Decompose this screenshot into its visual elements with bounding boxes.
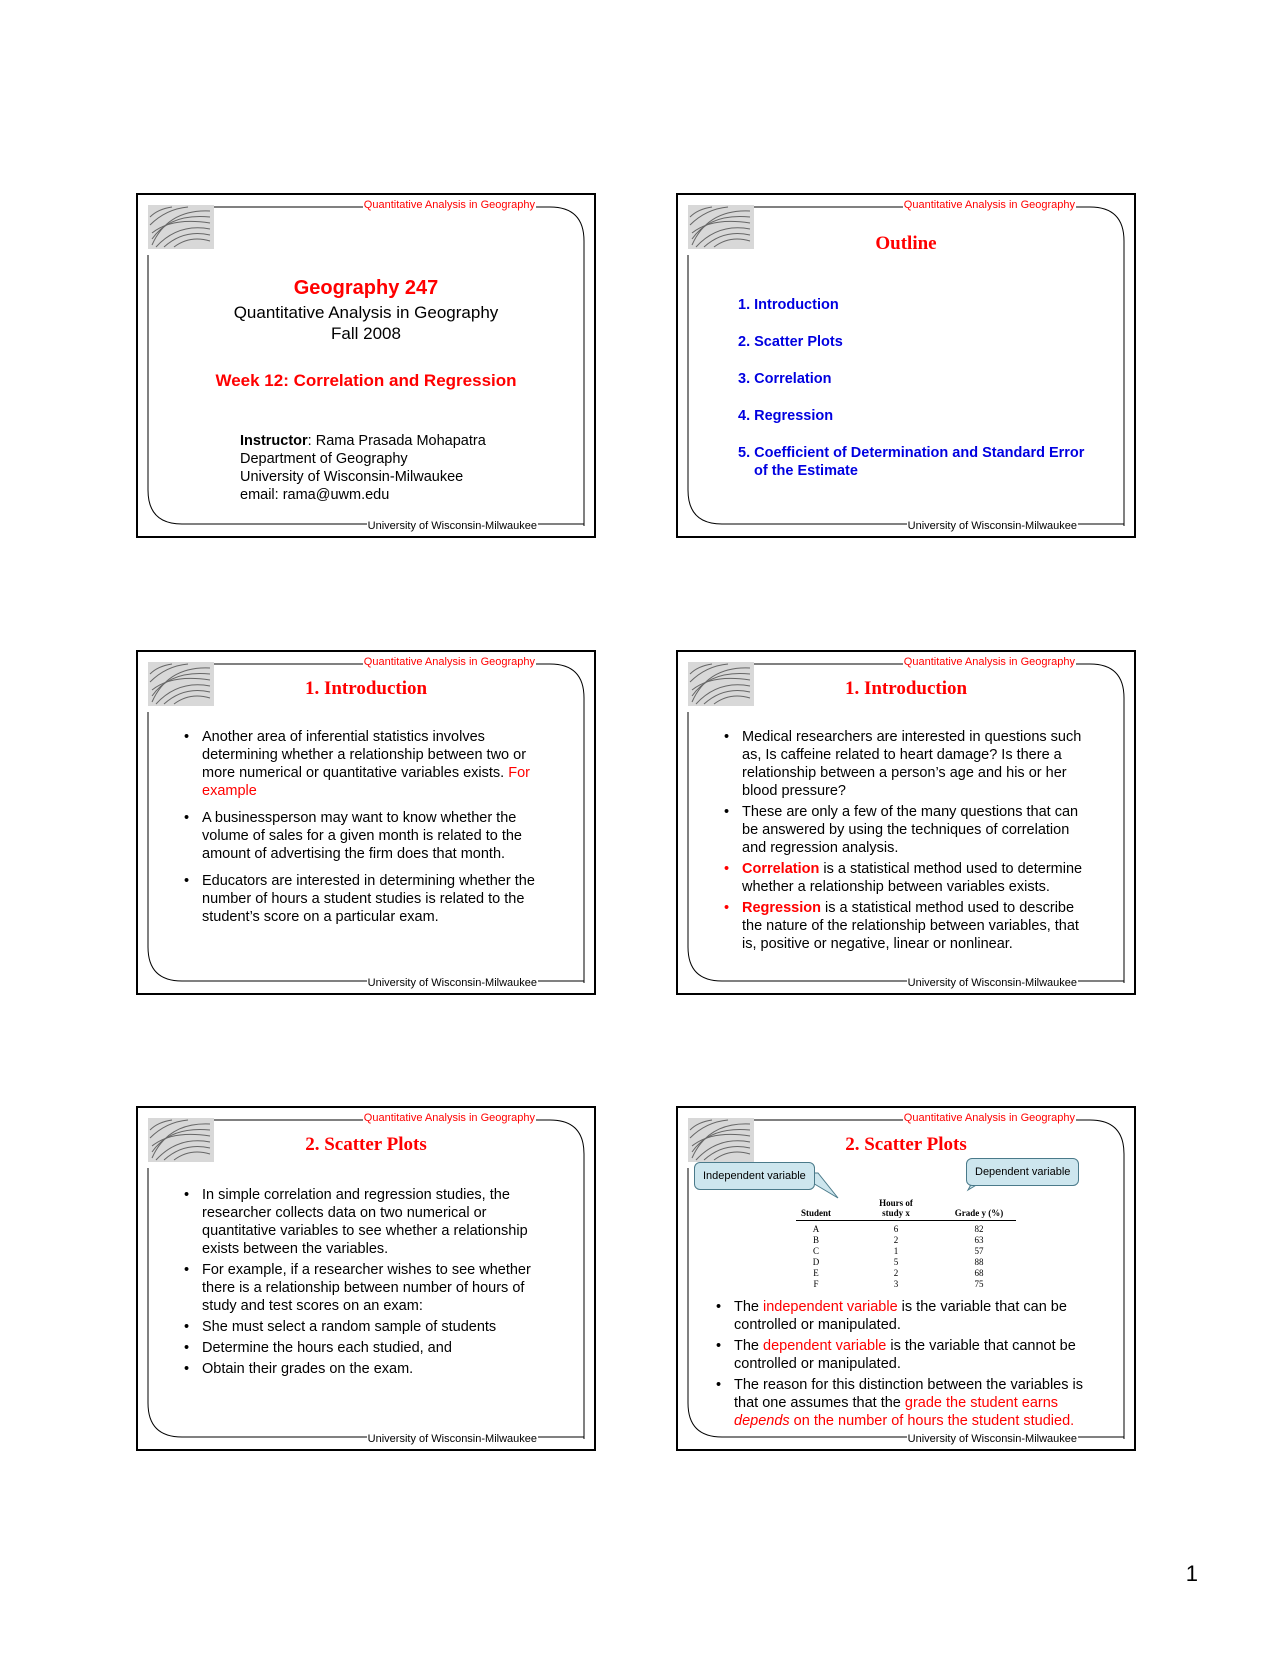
fingerprint-logo-icon bbox=[148, 205, 214, 249]
bullet-list bbox=[182, 728, 542, 930]
bullet-item: • The reason for this distinction between the variables is that one assumes that the grade the student earns depends on the number of hours the student studied. bbox=[716, 1377, 1083, 1429]
callout-dependent-variable: Dependent variable bbox=[966, 1158, 1079, 1186]
slide-header: Quantitative Analysis in Geography bbox=[363, 1112, 535, 1124]
slide-introduction-1 bbox=[136, 650, 596, 995]
bullet-item: • Correlation is a statistical method used to determine whether a relationship between variables exists. bbox=[724, 861, 1083, 895]
table-cell: 68 bbox=[974, 1268, 984, 1278]
bullet-item: • For example, if a researcher wishes to see whether there is a relationship between number of hours of study and test scores on an exam: bbox=[184, 1262, 531, 1314]
table-cell: 2 bbox=[893, 1235, 899, 1245]
table-header-student: Student bbox=[800, 1208, 831, 1218]
table-cell: 63 bbox=[974, 1235, 984, 1245]
table-cell: 5 bbox=[893, 1257, 899, 1267]
term-correlation: Correlation bbox=[742, 861, 820, 877]
outline-item: 4. Regression bbox=[738, 408, 834, 424]
table-header-grade: Grade y (%) bbox=[954, 1208, 1004, 1218]
emphasis-depends: depends bbox=[734, 1413, 790, 1429]
table-header-study-x: study x bbox=[882, 1208, 910, 1218]
table-cell: D bbox=[812, 1257, 820, 1267]
course-term: Fall 2008 bbox=[331, 324, 401, 343]
slide-footer: University of Wisconsin-Milwaukee bbox=[367, 977, 537, 989]
slide-title: 2. Scatter Plots bbox=[305, 1134, 427, 1155]
outline-item-continued: of the Estimate bbox=[754, 463, 858, 479]
table-cell: 88 bbox=[974, 1257, 984, 1267]
table-cell: E bbox=[813, 1268, 819, 1278]
bullet-list bbox=[722, 728, 1092, 957]
bullet-item: • The dependent variable is the variable that cannot be controlled or manipulated. bbox=[716, 1338, 1076, 1372]
instructor-label: Instructor bbox=[240, 433, 308, 449]
term-regression: Regression bbox=[742, 900, 821, 916]
bullet-item: • Regression is a statistical method used to describe the nature of the relationship between variables, that is, positive or negative, linear or nonlinear. bbox=[724, 900, 1079, 952]
table-rule bbox=[796, 1220, 1016, 1221]
bullet-item: • These are only a few of the many questions that can be answered by using the techniques of correlation and regression analysis. bbox=[724, 804, 1079, 856]
highlight-text: For example bbox=[202, 765, 530, 799]
slide-footer: University of Wisconsin-Milwaukee bbox=[907, 520, 1077, 532]
outline-list bbox=[738, 296, 1084, 499]
bullet-item: • The independent variable is the variable that can be controlled or manipulated. bbox=[716, 1299, 1067, 1333]
bullet-item: • In simple correlation and regression studies, the researcher collects data on two numerical or quantitative variables to see whether a relationship exists between the variables. bbox=[184, 1187, 528, 1257]
table-cell: 75 bbox=[974, 1279, 984, 1289]
outline-item: 1. Introduction bbox=[738, 297, 839, 313]
table-cell: C bbox=[812, 1246, 819, 1256]
outline-item bbox=[738, 444, 1084, 480]
course-subtitle: Quantitative Analysis in Geography bbox=[233, 303, 499, 322]
table-cell: F bbox=[813, 1279, 819, 1289]
slide-title: 2. Scatter Plots bbox=[845, 1134, 967, 1155]
table-cell: 57 bbox=[974, 1246, 984, 1256]
bullet-list bbox=[182, 1186, 552, 1382]
slide-footer: University of Wisconsin-Milwaukee bbox=[367, 520, 537, 532]
term-independent-variable: independent variable bbox=[763, 1299, 898, 1315]
callout-independent-variable: Independent variable bbox=[694, 1162, 815, 1190]
instructor-name: : Rama Prasada Mohapatra bbox=[307, 433, 486, 449]
table-header-hours: Hours of bbox=[879, 1198, 913, 1208]
slide-introduction-2 bbox=[676, 650, 1136, 995]
week-title: Week 12: Correlation and Regression bbox=[215, 371, 517, 390]
slide-header: Quantitative Analysis in Geography bbox=[903, 1112, 1075, 1124]
bullet-item: • Determine the hours each studied, and bbox=[184, 1340, 452, 1356]
table-cell: 2 bbox=[893, 1268, 899, 1278]
slide-outline bbox=[676, 193, 1136, 538]
table-cell: 1 bbox=[893, 1246, 899, 1256]
slide-title: 1. Introduction bbox=[844, 678, 968, 699]
table-cell: 6 bbox=[893, 1224, 899, 1234]
slide-footer: University of Wisconsin-Milwaukee bbox=[907, 1433, 1077, 1445]
slide-header: Quantitative Analysis in Geography bbox=[363, 199, 535, 211]
outline-item: 2. Scatter Plots bbox=[738, 334, 843, 350]
term-dependent-variable: dependent variable bbox=[763, 1338, 887, 1354]
bullet-item: • She must select a random sample of students bbox=[184, 1319, 497, 1335]
bullet-item: • Another area of inferential statistics involves determining whether a relationship between two or more numerical or quantitative variables exists. For example bbox=[184, 729, 530, 799]
table-cell: B bbox=[812, 1235, 819, 1245]
bullet-item: • Medical researchers are interested in questions such as, Is caffeine related to heart damage? Is there a relationship between a person’s age and his or her blood pressure? bbox=[724, 729, 1082, 799]
university: University of Wisconsin-Milwaukee bbox=[240, 469, 464, 485]
slide-title bbox=[136, 193, 596, 538]
department: Department of Geography bbox=[240, 451, 408, 467]
slide-header: Quantitative Analysis in Geography bbox=[903, 199, 1075, 211]
table-cell: 3 bbox=[893, 1279, 899, 1289]
page-number: 1 bbox=[1185, 1561, 1198, 1586]
course-title: Geography 247 bbox=[293, 277, 439, 299]
bullet-list bbox=[714, 1298, 1094, 1434]
slide-header: Quantitative Analysis in Geography bbox=[363, 656, 535, 668]
slide-title: Outline bbox=[875, 233, 937, 254]
instructor-block bbox=[240, 432, 486, 504]
slide-title: 1. Introduction bbox=[304, 678, 428, 699]
bullet-item: • Obtain their grades on the exam. bbox=[184, 1361, 414, 1377]
bullet-item: • A businessperson may want to know whether the volume of sales for a given month is related to the amount of advertising the firm does that month. bbox=[184, 810, 522, 862]
outline-item-text: 5. Coefficient of Determination and Standard Error bbox=[738, 445, 1085, 461]
slide-footer: University of Wisconsin-Milwaukee bbox=[367, 1433, 537, 1445]
outline-item: 3. Correlation bbox=[738, 371, 832, 387]
bullet-item: • Educators are interested in determining whether the number of hours a student studies is related to the student’s score on a particular exam. bbox=[184, 873, 535, 925]
table-cell: A bbox=[812, 1224, 820, 1234]
email: email: rama@uwm.edu bbox=[240, 487, 390, 503]
slide-scatter-plots-2 bbox=[676, 1106, 1136, 1451]
table-cell: 82 bbox=[974, 1224, 984, 1234]
slide-footer: University of Wisconsin-Milwaukee bbox=[907, 977, 1077, 989]
slide-scatter-plots-1 bbox=[136, 1106, 596, 1451]
slide-header: Quantitative Analysis in Geography bbox=[903, 656, 1075, 668]
